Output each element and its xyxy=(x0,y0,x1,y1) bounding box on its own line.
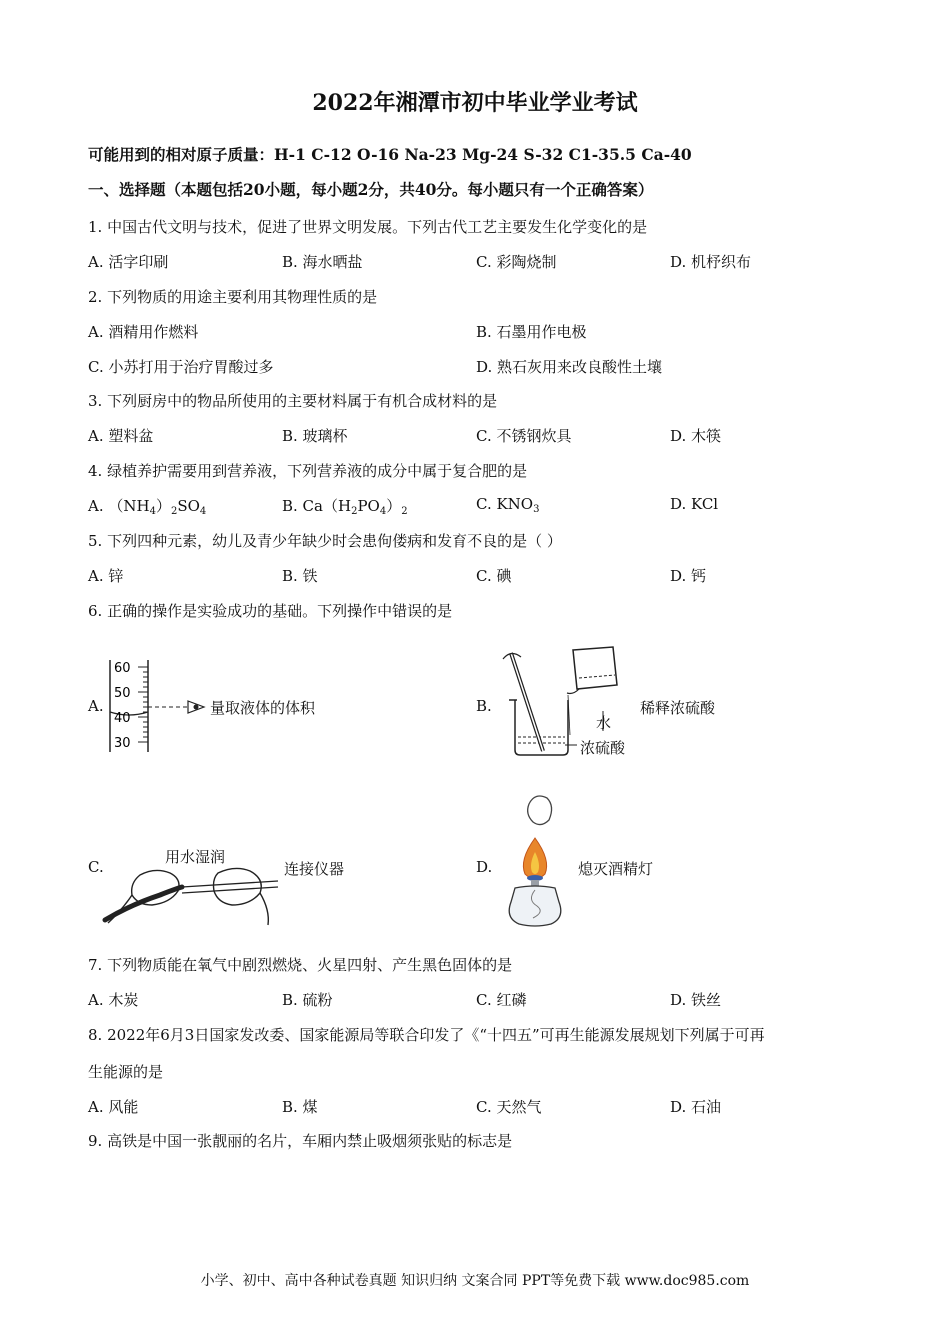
connect-tube-figure xyxy=(100,865,280,927)
q7-option-a: A. 木炭 xyxy=(88,991,139,1009)
q6-option-c-text: 连接仪器 xyxy=(284,860,345,878)
q8-option-d: D. 石油 xyxy=(670,1098,722,1116)
graduated-cylinder-figure xyxy=(100,655,215,755)
q5-option-a: A. 锌 xyxy=(88,567,124,585)
q3-option-c: C. 不锈钢炊具 xyxy=(476,427,572,445)
q8-option-c: C. 天然气 xyxy=(476,1098,542,1116)
q4-option-a: A. $(NH_4)_2SO_4$ xyxy=(88,497,207,517)
q6-option-c-letter: C. xyxy=(88,858,104,876)
question-6-stem: 6. 正确的操作是实验成功的基础。下列操作中错误的是 xyxy=(88,602,453,620)
question-3-stem: 3. 下列厨房中的物品所使用的主要材料属于有机合成材料的是 xyxy=(88,392,498,410)
question-8-stem-line2: 生能源的是 xyxy=(88,1063,164,1081)
q6-option-a-text: 量取液体的体积 xyxy=(210,699,316,717)
q3-option-d: D. 木筷 xyxy=(670,427,722,445)
cylinder-tick-30: 30 xyxy=(114,736,131,751)
q1-option-b: B. 海水晒盐 xyxy=(282,253,363,271)
q3-option-a: A. 塑料盆 xyxy=(88,427,154,445)
cylinder-tick-50: 50 xyxy=(114,686,131,701)
q4-option-d: D. KCl xyxy=(670,495,719,513)
lamp-cap-icon xyxy=(528,796,552,825)
q6-option-a-letter: A. xyxy=(88,697,104,715)
question-9-stem: 9. 高铁是中国一张靓丽的名片，车厢内禁止吸烟须张贴的标志是 xyxy=(88,1132,513,1150)
footer-text: 小学、初中、高中各种试卷真题 知识归纳 文案合同 PPT等免费下载 www.doc985.com xyxy=(200,1273,750,1289)
alcohol-lamp-figure xyxy=(495,790,575,930)
cylinder-tick-40: 40 xyxy=(114,711,131,726)
question-1-stem: 1. 中国古代文明与技术，促进了世界文明发展。下列古代工艺主要发生化学变化的是 xyxy=(88,218,648,236)
q8-option-a: A. 风能 xyxy=(88,1098,139,1116)
question-2-stem: 2. 下列物质的用途主要利用其物理性质的是 xyxy=(88,288,378,306)
question-4-stem: 4. 绿植养护需要用到营养液，下列营养液的成分中属于复合肥的是 xyxy=(88,462,528,480)
section-heading: 一、选择题（本题包括20小题，每小题2分，共40分。每小题只有一个正确答案） xyxy=(88,180,654,199)
q5-option-d: D. 钙 xyxy=(670,567,707,585)
atomic-masses: 可能用到的相对原子质量：H-1 C-12 O-16 Na-23 Mg-24 S-32 C1-35.5 Ca-40 xyxy=(88,145,692,164)
q1-option-d: D. 机杼织布 xyxy=(670,253,752,271)
question-5-stem: 5. 下列四种元素，幼儿及青少年缺少时会患佝偻病和发育不良的是（ ） xyxy=(88,532,562,550)
q8-option-b: B. 煤 xyxy=(282,1098,318,1116)
q5-option-c: C. 碘 xyxy=(476,567,512,585)
q1-option-c: C. 彩陶烧制 xyxy=(476,253,557,271)
q2-option-d: D. 熟石灰用来改良酸性土壤 xyxy=(476,358,663,376)
q7-option-c: C. 红磷 xyxy=(476,991,527,1009)
q6-option-d-text: 熄灭酒精灯 xyxy=(578,860,654,878)
wet-label: 用水湿润 xyxy=(165,848,226,866)
q3-option-b: B. 玻璃杯 xyxy=(282,427,348,445)
acid-label: 浓硫酸 xyxy=(580,739,626,757)
q7-option-d: D. 铁丝 xyxy=(670,991,722,1009)
q6-option-b-text: 稀释浓硫酸 xyxy=(640,699,716,717)
water-label: 水 xyxy=(596,714,612,732)
question-8-stem-line1: 8. 2022年6月3日国家发改委、国家能源局等联合印发了《“十四五”可再生能源发展规划下列属于可再 xyxy=(88,1026,765,1044)
q4-option-b: B. $Ca(H_2PO_4)_2$ xyxy=(282,497,408,517)
question-7-stem: 7. 下列物质能在氧气中剧烈燃烧、火星四射、产生黑色固体的是 xyxy=(88,956,513,974)
q5-option-b: B. 铁 xyxy=(282,567,318,585)
q1-option-a: A. 活字印刷 xyxy=(88,253,169,271)
q6-option-d-letter: D. xyxy=(476,858,493,876)
q2-option-a: A. 酒精用作燃料 xyxy=(88,323,199,341)
q6-option-b-letter: B. xyxy=(476,697,492,715)
q2-option-b: B. 石墨用作电极 xyxy=(476,323,587,341)
page-title: 2022年湘潭市初中毕业学业考试 xyxy=(312,90,638,116)
q7-option-b: B. 硫粉 xyxy=(282,991,333,1009)
q4-option-c: C. $KNO_3$ xyxy=(476,495,540,515)
q2-option-c: C. 小苏打用于治疗胃酸过多 xyxy=(88,358,274,376)
cylinder-tick-60: 60 xyxy=(114,661,131,676)
